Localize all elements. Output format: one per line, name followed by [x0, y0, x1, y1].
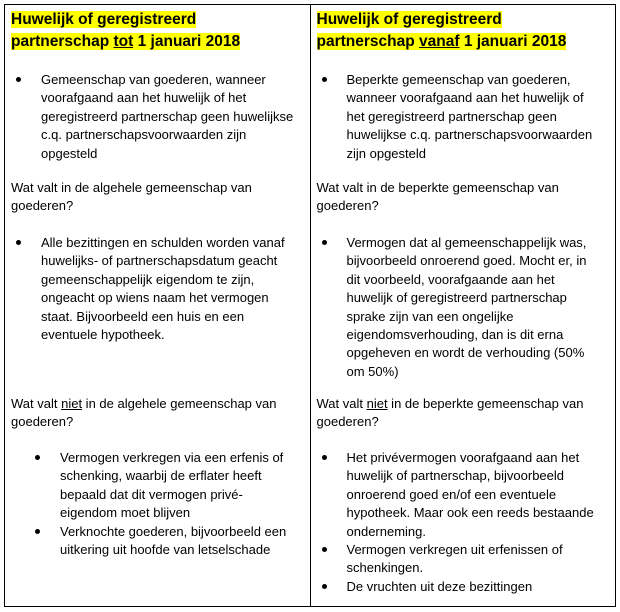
text-line: opgeheven en wordt de verhouding (50%: [346, 345, 585, 361]
text-line: goederen?: [316, 198, 379, 214]
text-line: eigendom moet blijven: [60, 505, 191, 521]
text-line: schenking, waarbij de erflater heeft: [60, 468, 262, 484]
text-line: dit voorbeeld, voorafgaande aan het: [346, 271, 555, 287]
column-heading: [11, 9, 240, 53]
column-heading: [317, 9, 567, 53]
text-segment: in de algehele gemeenschap van: [82, 396, 277, 411]
text-line: bepaald dat dit vermogen privé-: [60, 486, 243, 502]
text-line: goederen?: [316, 414, 379, 430]
text-line: eigendomsverhouding, dan is dit erna: [346, 327, 564, 343]
heading-text: partnerschap: [11, 33, 114, 50]
answer-bullet: [347, 449, 611, 541]
text-line: gemeenschappelijk eigendom te zijn,: [41, 271, 255, 287]
text-line: schenkingen.: [346, 560, 424, 576]
text-line: huwelijk of geregistreerd partnerschap: [346, 290, 567, 306]
text-line: Vermogen verkregen via een erfenis of: [60, 450, 284, 465]
text-line: het geregistreerd partnerschap geen: [346, 108, 557, 124]
heading-text: partnerschap: [316, 33, 420, 50]
question-in: [317, 179, 607, 216]
text-segment: in de beperkte gemeenschap van: [387, 396, 584, 411]
text-line: uitkering uit hoofde van letselschade: [60, 542, 271, 558]
text-line: sprake zijn van een ongelijke: [346, 308, 514, 324]
answer-bullet: [347, 234, 611, 381]
heading-date: 1 januari 2018: [133, 33, 241, 50]
text-line: staat. Bijvoorbeeld een huis en een: [41, 308, 245, 324]
text-line: opgesteld: [41, 145, 98, 161]
column-vanaf-2018: [311, 5, 616, 606]
text-line: Beperkte gemeenschap van goederen,: [346, 72, 571, 87]
text-line: c.q. partnerschapsvoorwaarden zijn: [41, 127, 247, 143]
question-in: [11, 179, 301, 216]
question-not-in: [317, 395, 607, 432]
answer-not-in-list: [347, 449, 611, 596]
answer-not-in-list: [60, 449, 304, 559]
text-line: Gemeenschap van goederen, wanneer: [41, 72, 266, 87]
text-line: ongeacht op wiens naam het vermogen: [41, 290, 269, 306]
text-emphasis: niet: [366, 396, 388, 411]
heading-keyword: vanaf: [419, 33, 460, 50]
question-not-in: [11, 395, 301, 432]
text-line: bijvoorbeeld onroerend goed. Mocht er, in: [346, 253, 587, 269]
intro-list: [41, 71, 303, 163]
heading-line-1: Huwelijk of geregistreerd: [316, 11, 502, 28]
answer-bullet: [347, 578, 611, 596]
heading-keyword: tot: [113, 33, 134, 50]
text-line: zijn opgesteld: [346, 145, 426, 161]
answer-in-list: [347, 234, 611, 381]
heading-date: 1 januari 2018: [459, 33, 567, 50]
text-line: Wat valt in de algehele gemeenschap van: [11, 180, 252, 195]
text-line: Het privévermogen voorafgaand aan het: [346, 450, 580, 465]
column-tot-2018: [5, 5, 311, 606]
answer-bullet: [41, 234, 303, 344]
text-line: onroerend goed en/of een eventuele: [346, 486, 557, 502]
text-line: Wat valt in de beperkte gemeenschap van: [316, 180, 559, 195]
text-line: huwelijks- of partnerschapsdatum geacht: [41, 253, 278, 269]
text-line: goederen?: [11, 414, 74, 430]
answer-bullet: [60, 449, 304, 523]
comparison-table: [4, 4, 616, 607]
text-line: wanneer voorafgaand aan het huwelijk of: [346, 90, 584, 106]
heading-line-2: [317, 33, 567, 50]
text-line: geregistreerd partnerschap geen huwelijkse: [41, 108, 294, 124]
intro-bullet: [41, 71, 303, 163]
text-emphasis: niet: [61, 396, 83, 411]
text-line: goederen?: [11, 198, 74, 214]
text-line: hypotheek. Maar ook een reeds bestaande: [346, 505, 594, 521]
text-segment: Wat valt: [316, 396, 367, 411]
text-line: Vermogen dat al gemeenschappelijk was,: [346, 235, 587, 250]
text-line: huwelijkse c.q. partnerschapsvoorwaarden: [346, 127, 593, 143]
text-line: huwelijk of partnerschap, bijvoorbeeld: [346, 468, 565, 484]
text-line: voorafgaand aan het huwelijk of het: [41, 90, 247, 106]
text-segment: Wat valt: [11, 396, 62, 411]
heading-line-2: [11, 33, 240, 50]
text-line: onderneming.: [346, 523, 426, 539]
heading-line-1: Huwelijk of geregistreerd: [11, 11, 197, 28]
answer-in-list: [41, 234, 303, 344]
text-line: om 50%): [346, 363, 399, 379]
answer-bullet: [60, 523, 304, 560]
intro-bullet: [347, 71, 609, 163]
text-line: De vruchten uit deze bezittingen: [346, 578, 533, 594]
text-line: eventuele hypotheek.: [41, 327, 165, 343]
text-line: Alle bezittingen en schulden worden vanaf: [41, 235, 285, 250]
answer-bullet: [347, 541, 611, 578]
text-line: Vermogen verkregen uit erfenissen of: [346, 542, 563, 558]
intro-list: [347, 71, 609, 163]
text-line: Verknochte goederen, bijvoorbeeld een: [60, 523, 287, 539]
